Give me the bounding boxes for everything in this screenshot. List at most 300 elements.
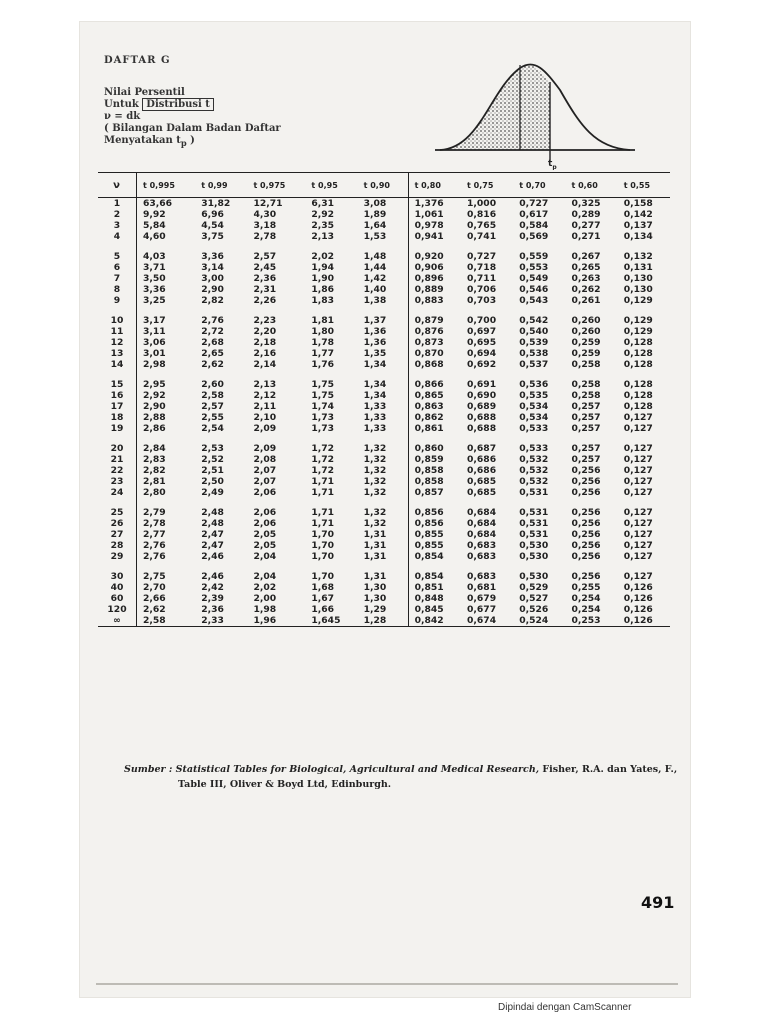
value-cell: 0,256 [571, 529, 601, 540]
value-cell: 0,684 [467, 507, 497, 518]
value-cell: 1,31 [358, 571, 408, 582]
value-cell: 1,000 [467, 198, 497, 209]
value-cell: 0,978 [408, 220, 461, 231]
value-cell: 1,76 [311, 359, 335, 370]
value-cell: 0,677 [467, 604, 497, 615]
df-cell: 120 [98, 604, 137, 615]
df-cell: 17 [98, 401, 137, 412]
spacer-cell [461, 562, 513, 571]
spacer-cell [98, 434, 137, 443]
value-cell: 1,34 [358, 379, 408, 390]
value-cell: 1,71 [311, 507, 335, 518]
value-cell: 1,78 [311, 337, 335, 348]
value-cell: 2,02 [311, 251, 335, 262]
value-cell: 0,687 [467, 443, 497, 454]
df-cell: 4 [98, 231, 137, 242]
value-cell: 3,50 [143, 273, 166, 284]
caption-line-3: ν = dk [104, 111, 141, 122]
value-cell: 0,531 [519, 518, 549, 529]
source-label: Sumber : [124, 764, 173, 775]
value-cell: 1,32 [358, 476, 408, 487]
value-cell: 0,131 [623, 262, 653, 273]
value-cell: 0,255 [571, 582, 601, 593]
value-cell: 2,80 [143, 487, 166, 498]
value-cell: 1,30 [358, 582, 408, 593]
value-cell: 2,26 [253, 295, 277, 306]
value-cell: 3,01 [143, 348, 166, 359]
value-cell: 1,64 [358, 220, 408, 231]
value-cell: 0,258 [571, 379, 601, 390]
value-cell: 0,128 [623, 390, 653, 401]
value-cell: 2,70 [143, 582, 166, 593]
value-cell: 2,77 [143, 529, 166, 540]
value-cell: 0,861 [408, 423, 461, 434]
value-cell: 0,889 [408, 284, 461, 295]
value-cell: 2,82 [143, 465, 166, 476]
df-cell: 25 [98, 507, 137, 518]
spacer-cell [305, 306, 357, 315]
group-spacer [98, 434, 670, 443]
value-cell: 0,879 [408, 315, 461, 326]
spacer-cell [565, 242, 617, 251]
value-cell: 1,32 [358, 454, 408, 465]
value-cell: 2,76 [143, 551, 166, 562]
value-cell: 0,727 [519, 198, 549, 209]
value-cell: 0,532 [519, 454, 549, 465]
value-cell: 0,683 [467, 571, 497, 582]
value-cell: 2,31 [253, 284, 277, 295]
value-cell: 0,870 [408, 348, 461, 359]
table-row [98, 454, 670, 465]
spacer-cell [513, 242, 565, 251]
table-caption [104, 55, 281, 149]
value-cell: 2,79 [143, 507, 166, 518]
source-publisher: Table III, Oliver & Boyd Ltd, Edinburgh. [178, 779, 392, 790]
value-cell: 6,31 [311, 198, 335, 209]
page-bottom-edge [96, 983, 678, 985]
value-cell: 0,126 [623, 604, 653, 615]
value-cell: 1,70 [311, 571, 335, 582]
value-cell: 2,58 [201, 390, 224, 401]
value-cell: 0,128 [623, 401, 653, 412]
value-cell: 1,86 [311, 284, 335, 295]
value-cell: 1,74 [311, 401, 335, 412]
value-cell: 1,81 [311, 315, 335, 326]
table-row [98, 198, 670, 210]
value-cell: 0,857 [408, 487, 461, 498]
value-cell: 0,896 [408, 273, 461, 284]
table-row [98, 295, 670, 306]
spacer-cell [195, 242, 247, 251]
value-cell: 0,137 [623, 220, 653, 231]
value-cell: 0,532 [519, 476, 549, 487]
spacer-cell [247, 498, 305, 507]
column-header-3: t 0,975 [247, 173, 305, 198]
value-cell: 0,325 [571, 198, 601, 209]
value-cell: 0,531 [519, 507, 549, 518]
group-spacer [98, 306, 670, 315]
value-cell: 0,158 [623, 198, 653, 209]
value-cell: 0,695 [467, 337, 497, 348]
value-cell: 0,617 [519, 209, 549, 220]
value-cell: 0,856 [408, 518, 461, 529]
value-cell: 4,54 [201, 220, 224, 231]
value-cell: 1,33 [358, 401, 408, 412]
table-row [98, 615, 670, 627]
value-cell: 0,527 [519, 593, 549, 604]
value-cell: 3,08 [358, 198, 408, 210]
column-header-4: t 0,95 [305, 173, 357, 198]
value-cell: 2,58 [137, 615, 196, 627]
column-header-9: t 0,60 [565, 173, 617, 198]
df-cell: 18 [98, 412, 137, 423]
value-cell: 2,48 [201, 507, 224, 518]
value-cell: 0,256 [571, 507, 601, 518]
source-authors: Fisher, R.A. dan Yates, F., [542, 764, 678, 775]
spacer-cell [137, 242, 196, 251]
value-cell: 0,686 [467, 454, 497, 465]
spacer-cell [565, 434, 617, 443]
spacer-cell [565, 562, 617, 571]
value-cell: 1,34 [358, 359, 408, 370]
caption-line-5 [104, 135, 281, 149]
spacer-cell [137, 498, 196, 507]
table-row [98, 359, 670, 370]
table-body [98, 198, 670, 627]
value-cell: 0,533 [519, 443, 549, 454]
table-row [98, 518, 670, 529]
value-cell: 0,845 [408, 604, 461, 615]
df-cell: 12 [98, 337, 137, 348]
value-cell: 2,07 [253, 476, 277, 487]
value-cell: 0,257 [571, 423, 601, 434]
table-row [98, 551, 670, 562]
value-cell: 0,876 [408, 326, 461, 337]
value-cell: 0,127 [623, 507, 653, 518]
value-cell: 1,70 [311, 540, 335, 551]
spacer-cell [305, 562, 357, 571]
spacer-cell [618, 498, 670, 507]
table-row [98, 251, 670, 262]
value-cell: 1,70 [311, 529, 335, 540]
spacer-cell [247, 562, 305, 571]
value-cell: 1,32 [358, 443, 408, 454]
value-cell: 0,941 [408, 231, 461, 242]
value-cell: 0,128 [623, 359, 653, 370]
value-cell: 2,23 [253, 315, 277, 326]
caption-line-4: ( Bilangan Dalam Badan Daftar [104, 123, 281, 134]
value-cell: 0,260 [571, 315, 601, 326]
value-cell: 1,37 [358, 315, 408, 326]
scanner-watermark: Dipindai dengan CamScanner [498, 1002, 632, 1013]
value-cell: 2,18 [253, 337, 277, 348]
value-cell: 0,256 [571, 476, 601, 487]
value-cell: 0,129 [623, 326, 653, 337]
value-cell: 0,259 [571, 337, 601, 348]
value-cell: 0,127 [623, 529, 653, 540]
value-cell: 2,46 [201, 551, 224, 562]
value-cell: 2,62 [201, 359, 224, 370]
value-cell: 1,44 [358, 262, 408, 273]
spacer-cell [461, 242, 513, 251]
spacer-cell [247, 242, 305, 251]
table-row [98, 315, 670, 326]
value-cell: 3,36 [201, 251, 224, 262]
value-cell: 2,04 [253, 571, 277, 582]
value-cell: 0,531 [519, 487, 549, 498]
value-cell: 0,703 [467, 295, 497, 306]
value-cell: 1,67 [311, 593, 335, 604]
value-cell: 1,89 [358, 209, 408, 220]
value-cell: 0,259 [571, 348, 601, 359]
value-cell: 0,685 [467, 476, 497, 487]
value-cell: 0,258 [571, 390, 601, 401]
value-cell: 1,83 [311, 295, 335, 306]
column-header-8: t 0,70 [513, 173, 565, 198]
spacer-cell [618, 370, 670, 379]
spacer-cell [98, 498, 137, 507]
df-cell: 22 [98, 465, 137, 476]
value-cell: 0,697 [467, 326, 497, 337]
value-cell: 0,254 [571, 604, 601, 615]
value-cell: 9,92 [143, 209, 166, 220]
value-cell: 0,765 [467, 220, 497, 231]
spacer-cell [513, 498, 565, 507]
value-cell: 1,31 [358, 540, 408, 551]
spacer-cell [305, 434, 357, 443]
spacer-cell [98, 306, 137, 315]
table-row [98, 529, 670, 540]
spacer-cell [461, 434, 513, 443]
value-cell: 1,90 [311, 273, 335, 284]
value-cell: 1,96 [247, 615, 305, 627]
df-cell: 10 [98, 315, 137, 326]
value-cell: 5,84 [143, 220, 166, 231]
value-cell: 0,260 [571, 326, 601, 337]
spacer-cell [461, 498, 513, 507]
value-cell: 0,842 [408, 615, 461, 627]
value-cell: 2,76 [201, 315, 224, 326]
value-cell: 1,28 [358, 615, 408, 627]
df-cell: 5 [98, 251, 137, 262]
spacer-cell [358, 434, 408, 443]
value-cell: 0,257 [571, 454, 601, 465]
table-row [98, 604, 670, 615]
value-cell: 0,538 [519, 348, 549, 359]
value-cell: 0,549 [519, 273, 549, 284]
df-cell: 1 [98, 198, 137, 210]
value-cell: 2,35 [311, 220, 335, 231]
value-cell: 2,06 [253, 507, 277, 518]
table-row [98, 443, 670, 454]
value-cell: 1,70 [311, 551, 335, 562]
value-cell: 1,40 [358, 284, 408, 295]
value-cell: 0,530 [519, 540, 549, 551]
value-cell: 1,061 [408, 209, 461, 220]
value-cell: 0,690 [467, 390, 497, 401]
value-cell: 1,98 [253, 604, 277, 615]
value-cell: 2,92 [311, 209, 335, 220]
value-cell: 1,71 [311, 487, 335, 498]
value-cell: 0,866 [408, 379, 461, 390]
table-title: DAFTAR G [104, 55, 171, 66]
table-row [98, 326, 670, 337]
df-cell: 26 [98, 518, 137, 529]
value-cell: 0,559 [519, 251, 549, 262]
value-cell: 2,10 [253, 412, 277, 423]
value-cell: 0,524 [513, 615, 565, 627]
value-cell: 2,75 [143, 571, 166, 582]
spacer-cell [565, 306, 617, 315]
value-cell: 3,36 [143, 284, 166, 295]
value-cell: 2,49 [201, 487, 224, 498]
value-cell: 1,53 [358, 231, 408, 242]
value-cell: 2,88 [143, 412, 166, 423]
value-cell: 2,20 [253, 326, 277, 337]
spacer-cell [305, 498, 357, 507]
value-cell: 0,848 [408, 593, 461, 604]
caption-line-5-text: Menyatakan t [104, 135, 181, 146]
spacer-cell [137, 370, 196, 379]
value-cell: 1,72 [311, 465, 335, 476]
column-header-df: ν [98, 173, 137, 198]
value-cell: 0,858 [408, 476, 461, 487]
df-cell: 24 [98, 487, 137, 498]
value-cell: 0,534 [519, 401, 549, 412]
value-cell: 0,127 [623, 571, 653, 582]
spacer-cell [247, 306, 305, 315]
value-cell: 2,13 [311, 231, 335, 242]
df-cell: 20 [98, 443, 137, 454]
value-cell: 0,256 [571, 551, 601, 562]
df-cell: 3 [98, 220, 137, 231]
df-cell: 19 [98, 423, 137, 434]
table-row [98, 401, 670, 412]
spacer-cell [195, 370, 247, 379]
value-cell: 2,53 [201, 443, 224, 454]
source-title: Statistical Tables for Biological, Agricultural and Medical Research, [175, 764, 540, 775]
value-cell: 4,03 [143, 251, 166, 262]
value-cell: 0,683 [467, 551, 497, 562]
value-cell: 1,80 [311, 326, 335, 337]
value-cell: 2,48 [201, 518, 224, 529]
value-cell: 0,706 [467, 284, 497, 295]
value-cell: 0,128 [623, 348, 653, 359]
value-cell: 2,55 [201, 412, 224, 423]
spacer-cell [195, 306, 247, 315]
value-cell: 1,645 [305, 615, 357, 627]
value-cell: 2,46 [201, 571, 224, 582]
caption-line-5-sub: p [180, 138, 187, 148]
source-line-1 [124, 762, 677, 777]
df-cell: 14 [98, 359, 137, 370]
value-cell: 2,13 [253, 379, 277, 390]
value-cell: 0,130 [623, 284, 653, 295]
value-cell: 2,09 [253, 443, 277, 454]
df-cell: 21 [98, 454, 137, 465]
df-cell: 60 [98, 593, 137, 604]
value-cell: 2,42 [201, 582, 224, 593]
value-cell: 0,718 [467, 262, 497, 273]
df-cell: 2 [98, 209, 137, 220]
source-note [124, 762, 677, 792]
value-cell: 2,05 [253, 529, 277, 540]
caption-line-5-suffix: ) [186, 135, 195, 146]
value-cell: 0,256 [571, 540, 601, 551]
value-cell: 2,47 [201, 540, 224, 551]
value-cell: 0,863 [408, 401, 461, 412]
value-cell: 0,855 [408, 540, 461, 551]
value-cell: 0,254 [571, 593, 601, 604]
spacer-cell [513, 434, 565, 443]
spacer-cell [98, 242, 137, 251]
spacer-cell [305, 370, 357, 379]
value-cell: 0,689 [467, 401, 497, 412]
value-cell: 3,25 [143, 295, 166, 306]
value-cell: 1,72 [311, 454, 335, 465]
df-cell: 40 [98, 582, 137, 593]
spacer-cell [565, 370, 617, 379]
df-cell: 15 [98, 379, 137, 390]
value-cell: 2,92 [143, 390, 166, 401]
value-cell: 2,54 [201, 423, 224, 434]
value-cell: 0,920 [408, 251, 461, 262]
value-cell: 2,66 [143, 593, 166, 604]
table-row [98, 465, 670, 476]
value-cell: 0,553 [519, 262, 549, 273]
value-cell: 2,16 [253, 348, 277, 359]
value-cell: 0,883 [408, 295, 461, 306]
value-cell: 2,57 [253, 251, 277, 262]
value-cell: 0,277 [571, 220, 601, 231]
value-cell: 0,741 [467, 231, 497, 242]
df-cell: 9 [98, 295, 137, 306]
value-cell: 1,35 [358, 348, 408, 359]
df-cell: 7 [98, 273, 137, 284]
table-row [98, 593, 670, 604]
value-cell: 2,95 [143, 379, 166, 390]
value-cell: 3,17 [143, 315, 166, 326]
spacer-cell [513, 306, 565, 315]
t-distribution-curve [420, 50, 640, 170]
value-cell: 0,691 [467, 379, 497, 390]
spacer-cell [565, 498, 617, 507]
value-cell: 0,700 [467, 315, 497, 326]
value-cell: 2,12 [253, 390, 277, 401]
value-cell: 2,81 [143, 476, 166, 487]
value-cell: 0,258 [571, 359, 601, 370]
spacer-cell [513, 370, 565, 379]
df-cell: 11 [98, 326, 137, 337]
value-cell: 0,684 [467, 529, 497, 540]
value-cell: 1,71 [311, 476, 335, 487]
value-cell: 1,42 [358, 273, 408, 284]
value-cell: 0,533 [519, 423, 549, 434]
df-cell: 23 [98, 476, 137, 487]
value-cell: 0,256 [571, 465, 601, 476]
value-cell: 0,529 [519, 582, 549, 593]
value-cell: 1,29 [358, 604, 408, 615]
table-row [98, 262, 670, 273]
value-cell: 2,36 [253, 273, 277, 284]
value-cell: 1,38 [358, 295, 408, 306]
value-cell: 0,688 [467, 412, 497, 423]
df-cell: 16 [98, 390, 137, 401]
value-cell: 2,04 [253, 551, 277, 562]
value-cell: 0,530 [519, 571, 549, 582]
value-cell: 0,127 [623, 465, 653, 476]
value-cell: 2,50 [201, 476, 224, 487]
